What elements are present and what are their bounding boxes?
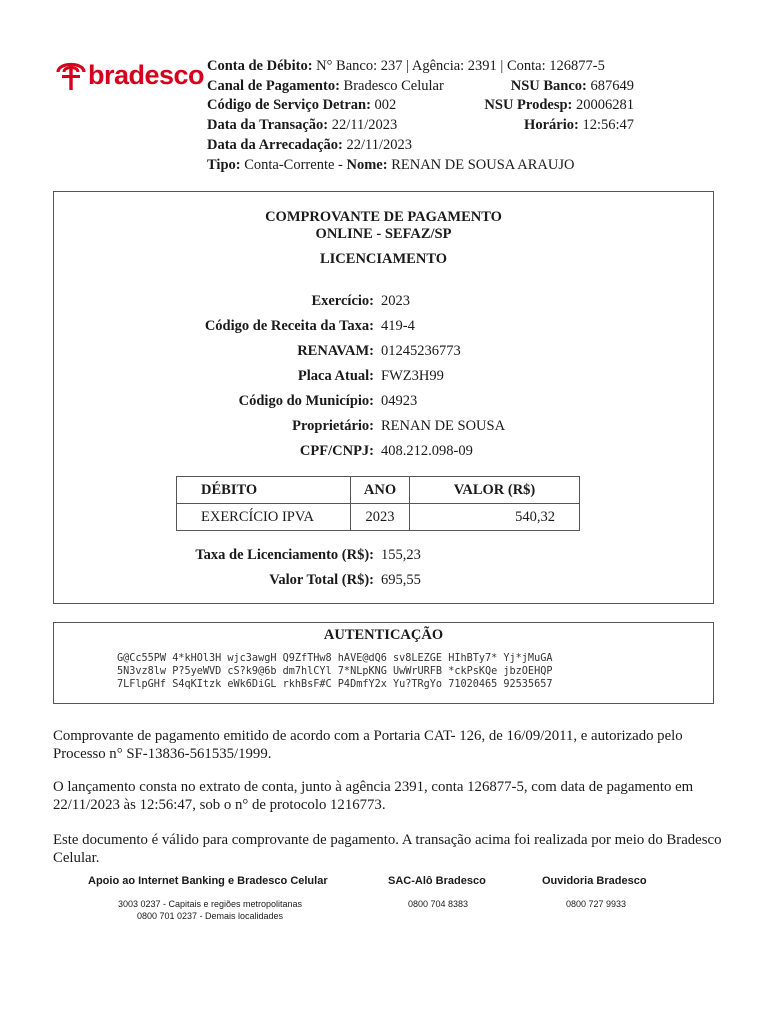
field-label-municipio: Código do Município: <box>238 393 374 409</box>
tipo-label: Tipo: <box>207 157 241 173</box>
nsu-banco-label: NSU Banco: <box>510 78 587 94</box>
nsu-prodesp-label: NSU Prodesp: <box>484 97 573 113</box>
cell-valor: 540,32 <box>410 504 580 531</box>
bradesco-tree-icon <box>54 56 88 96</box>
footer-sac-title: SAC-Alô Bradesco <box>388 875 486 887</box>
data-transacao-value: 22/11/2023 <box>331 117 398 133</box>
auth-line-1: G@Cc55PW 4*kHOl3H wjc3awgH Q9ZfTHw8 hAVE@dQ6 sv8LEZGE HIhBTy7* Yj*jMuGA <box>117 653 553 664</box>
cell-ano: 2023 <box>351 504 410 531</box>
auth-line-3: 7LFlpGHf S4qKItzk eWk6DiGL rkhBsF#C P4DmfY2x Yu?TRgYo 71020465 92535657 <box>117 679 553 690</box>
field-value-municipio: 04923 <box>381 393 418 409</box>
nome-label: Nome: <box>346 157 388 173</box>
col-valor: VALOR (R$) <box>410 477 580 504</box>
data-transacao-label: Data da Transação: <box>207 117 329 133</box>
horario-label: Horário: <box>524 117 579 133</box>
field-label-codigo-receita: Código de Receita da Taxa: <box>204 318 374 334</box>
total-value: 695,55 <box>381 572 421 588</box>
nsu-prodesp-line <box>484 96 634 115</box>
debt-table <box>176 476 580 531</box>
col-debito: DÉBITO <box>177 477 351 504</box>
field-label-proprietario: Proprietário: <box>292 418 374 434</box>
paragraph-portaria: Comprovante de pagamento emitido de acordo com a Portaria CAT- 126, de 16/09/2011, e autorizado pelo Processo n° SF-13836-561535/1999. <box>53 728 683 762</box>
brand-name: bradesco <box>88 60 205 90</box>
field-value-codigo-receita: 419-4 <box>381 318 415 334</box>
canal-label: Canal de Pagamento: <box>207 78 340 94</box>
footer-ouvidoria-title: Ouvidoria Bradesco <box>542 875 647 887</box>
data-arrecadacao-line <box>207 136 412 155</box>
conta-label: Conta de Débito: <box>207 58 313 74</box>
autenticacao-code <box>117 652 552 691</box>
codigo-servico-line <box>207 96 396 115</box>
field-label-cpf: CPF/CNPJ: <box>299 443 374 459</box>
taxa-value: 155,23 <box>381 547 421 563</box>
paragraph-lancamento: O lançamento consta no extrato de conta, junto à agência 2391, conta 126877-5, com data de pagamento em 22/11/2023 às 12:56:47, sob o n° de protocolo 1216773. <box>53 779 694 813</box>
footer-apoio-title: Apoio ao Internet Banking e Bradesco Celular <box>88 875 328 887</box>
field-value-renavam: 01245236773 <box>381 343 461 359</box>
nsu-banco-value: 687649 <box>590 78 634 94</box>
paragraph-validade: Este documento é válido para comprovante de pagamento. A transação acima foi realizada por meio do Bradesco Celular. <box>53 832 722 866</box>
data-arrecadacao-value: 22/11/2023 <box>346 137 413 153</box>
horario-line <box>524 116 634 135</box>
footer-apoio-line-2: 0800 701 0237 - Demais localidades <box>136 911 284 921</box>
field-value-placa: FWZ3H99 <box>381 368 444 384</box>
horario-value: 12:56:47 <box>582 117 634 133</box>
field-label-exercicio: Exercício: <box>311 293 374 309</box>
field-label-renavam: RENAVAM: <box>297 343 374 359</box>
cell-debito: EXERCÍCIO IPVA <box>177 504 351 531</box>
canal-value: Bradesco Celular <box>343 78 444 94</box>
codigo-servico-label: Código de Serviço Detran: <box>207 97 371 113</box>
footer-ouvidoria-phone: 0800 727 9933 <box>565 899 627 909</box>
tipo-nome-line <box>207 156 575 175</box>
receipt-title-2: ONLINE - SEFAZ/SP <box>315 226 452 242</box>
codigo-servico-value: 002 <box>374 97 397 113</box>
autenticacao-title: AUTENTICAÇÃO <box>323 627 444 643</box>
auth-line-2: 5N3vz8lw P?5yeWVD cS?k9@6b dm7hlCYl 7*NLpKNG UwWrURFB *ckPsKQe jbzOEHQP <box>117 666 553 677</box>
bradesco-logo <box>54 56 205 96</box>
data-arrecadacao-label: Data da Arrecadação: <box>207 137 343 153</box>
nsu-prodesp-value: 20006281 <box>576 97 634 113</box>
table-row <box>177 504 580 531</box>
debt-table-header <box>177 477 580 504</box>
receipt-title-1: COMPROVANTE DE PAGAMENTO <box>265 209 502 225</box>
field-value-cpf: 408.212.098-09 <box>381 443 473 459</box>
tipo-value: Conta-Corrente - <box>244 157 343 173</box>
col-ano: ANO <box>351 477 410 504</box>
field-value-exercicio: 2023 <box>381 293 410 309</box>
conta-debito-line <box>207 57 605 76</box>
footer-apoio-line-1: 3003 0237 - Capitais e regiões metropolitanas <box>117 899 303 909</box>
total-label: Valor Total (R$): <box>269 572 374 588</box>
nome-value: RENAN DE SOUSA ARAUJO <box>391 157 575 173</box>
canal-line <box>207 77 444 96</box>
footer-apoio-phones <box>100 898 320 922</box>
field-label-placa: Placa Atual: <box>297 368 374 384</box>
footer-sac-phone: 0800 704 8383 <box>407 899 469 909</box>
data-transacao-line <box>207 116 397 135</box>
field-value-proprietario: RENAN DE SOUSA <box>381 418 506 434</box>
taxa-label: Taxa de Licenciamento (R$): <box>195 547 374 563</box>
conta-value: N° Banco: 237 | Agência: 2391 | Conta: 126877-5 <box>316 58 605 74</box>
receipt-title-3: LICENCIAMENTO <box>319 251 448 267</box>
nsu-banco-line <box>511 77 634 96</box>
